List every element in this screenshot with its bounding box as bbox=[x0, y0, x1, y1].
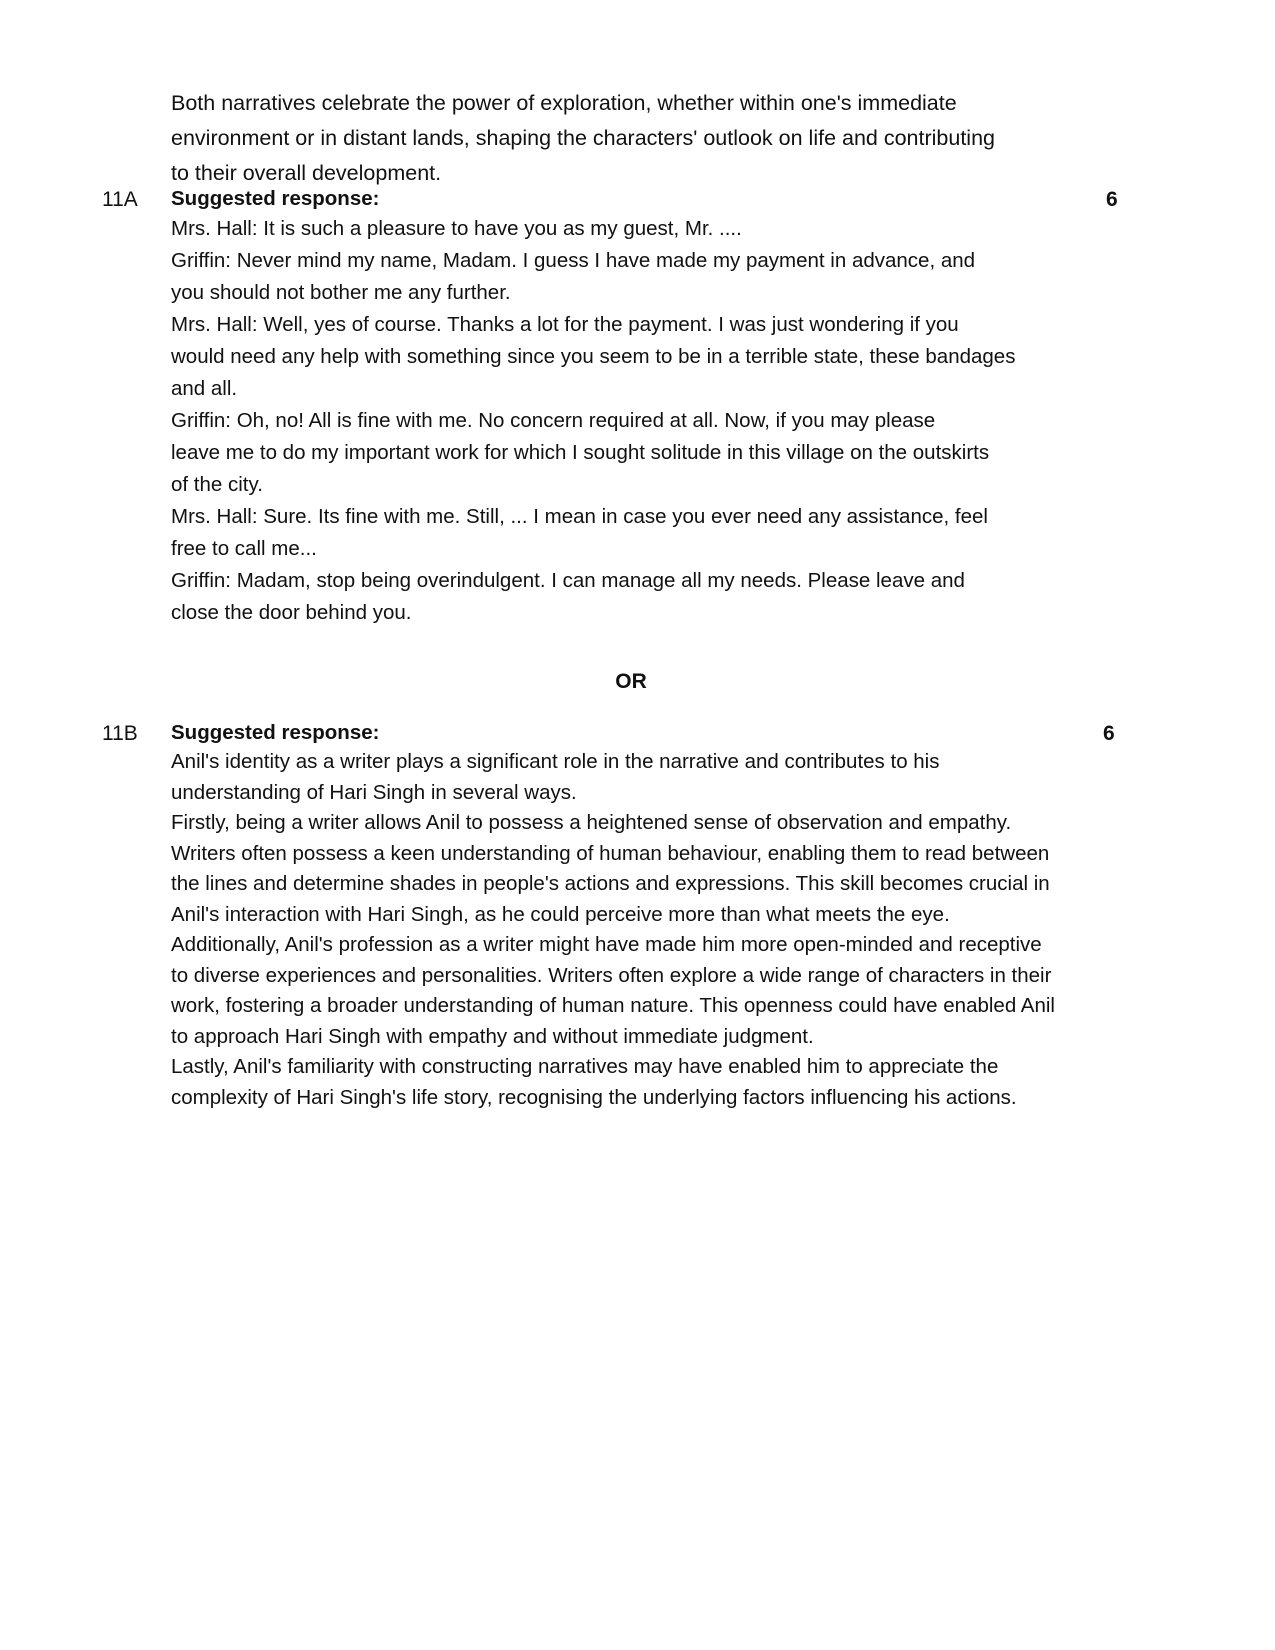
paragraph-line: Writers often possess a keen understanding of human behaviour, enabling them to read between bbox=[171, 841, 1050, 865]
dialogue-line: would need any help with something since you seem to be in a terrible state, these bandages bbox=[171, 345, 1016, 368]
dialogue-line: Mrs. Hall: It is such a pleasure to have you as my guest, Mr. .... bbox=[171, 217, 742, 240]
dialogue-line: Griffin: Madam, stop being overindulgent. I can manage all my needs. Please leave and bbox=[171, 569, 965, 592]
paragraph-line: work, fostering a broader understanding of human nature. This openness could have enabled Anil bbox=[171, 994, 1055, 1017]
intro-line: environment or in distant lands, shaping the characters' outlook on life and contributing bbox=[171, 126, 995, 150]
dialogue-line: Griffin: Oh, no! All is fine with me. No concern required at all. Now, if you may please bbox=[171, 409, 936, 432]
paragraph-line: complexity of Hari Singh's life story, recognising the underlying factors influencing his actions. bbox=[171, 1085, 1017, 1109]
paragraph-line: Anil's interaction with Hari Singh, as he could perceive more than what meets the eye. bbox=[171, 902, 950, 926]
marks-11b: 6 bbox=[1103, 722, 1115, 745]
dialogue-line: close the door behind you. bbox=[171, 601, 412, 624]
paragraph-line: Anil's identity as a writer plays a significant role in the narrative and contributes to his bbox=[171, 750, 940, 773]
paragraph-line: to diverse experiences and personalities. Writers often explore a wide range of characters in their bbox=[171, 963, 1052, 987]
dialogue-line: of the city. bbox=[171, 473, 263, 496]
paragraph-line: Lastly, Anil's familiarity with constructing narratives may have enabled him to appreciate the bbox=[171, 1055, 999, 1078]
question-number-11b: 11B bbox=[102, 722, 138, 745]
dialogue-line: Mrs. Hall: Sure. Its fine with me. Still, ... I mean in case you ever need any assistance, feel bbox=[171, 505, 988, 528]
paragraph-line: understanding of Hari Singh in several ways. bbox=[171, 780, 577, 804]
dialogue-line: and all. bbox=[171, 377, 238, 400]
suggested-response-heading: Suggested response: bbox=[171, 721, 380, 744]
marks-11a: 6 bbox=[1106, 188, 1118, 211]
paragraph-line: Additionally, Anil's profession as a writer might have made him more open-minded and receptive bbox=[171, 933, 1042, 956]
dialogue-line: Griffin: Never mind my name, Madam. I guess I have made my payment in advance, and bbox=[171, 249, 976, 272]
answer-11a bbox=[171, 185, 1091, 629]
intro-line: Both narratives celebrate the power of exploration, whether within one's immediate bbox=[171, 91, 957, 115]
paragraph-line: to approach Hari Singh with empathy and without immediate judgment. bbox=[171, 1024, 814, 1048]
paragraph-line: Firstly, being a writer allows Anil to possess a heightened sense of observation and empathy. bbox=[171, 811, 1012, 834]
dialogue-line: leave me to do my important work for which I sought solitude in this village on the outskirts bbox=[171, 441, 990, 464]
question-number-11a: 11A bbox=[102, 188, 138, 211]
paragraph-line: the lines and determine shades in people's actions and expressions. This skill becomes crucial in bbox=[171, 872, 1050, 895]
or-separator: OR bbox=[615, 670, 647, 693]
answer-11b bbox=[171, 719, 1091, 1113]
intro-line: to their overall development. bbox=[171, 161, 442, 185]
suggested-response-heading: Suggested response: bbox=[171, 187, 380, 210]
dialogue-line: you should not bother me any further. bbox=[171, 281, 511, 304]
dialogue-line: free to call me... bbox=[171, 537, 317, 560]
dialogue-line: Mrs. Hall: Well, yes of course. Thanks a lot for the payment. I was just wondering if you bbox=[171, 313, 959, 336]
intro-paragraph bbox=[171, 86, 1071, 191]
